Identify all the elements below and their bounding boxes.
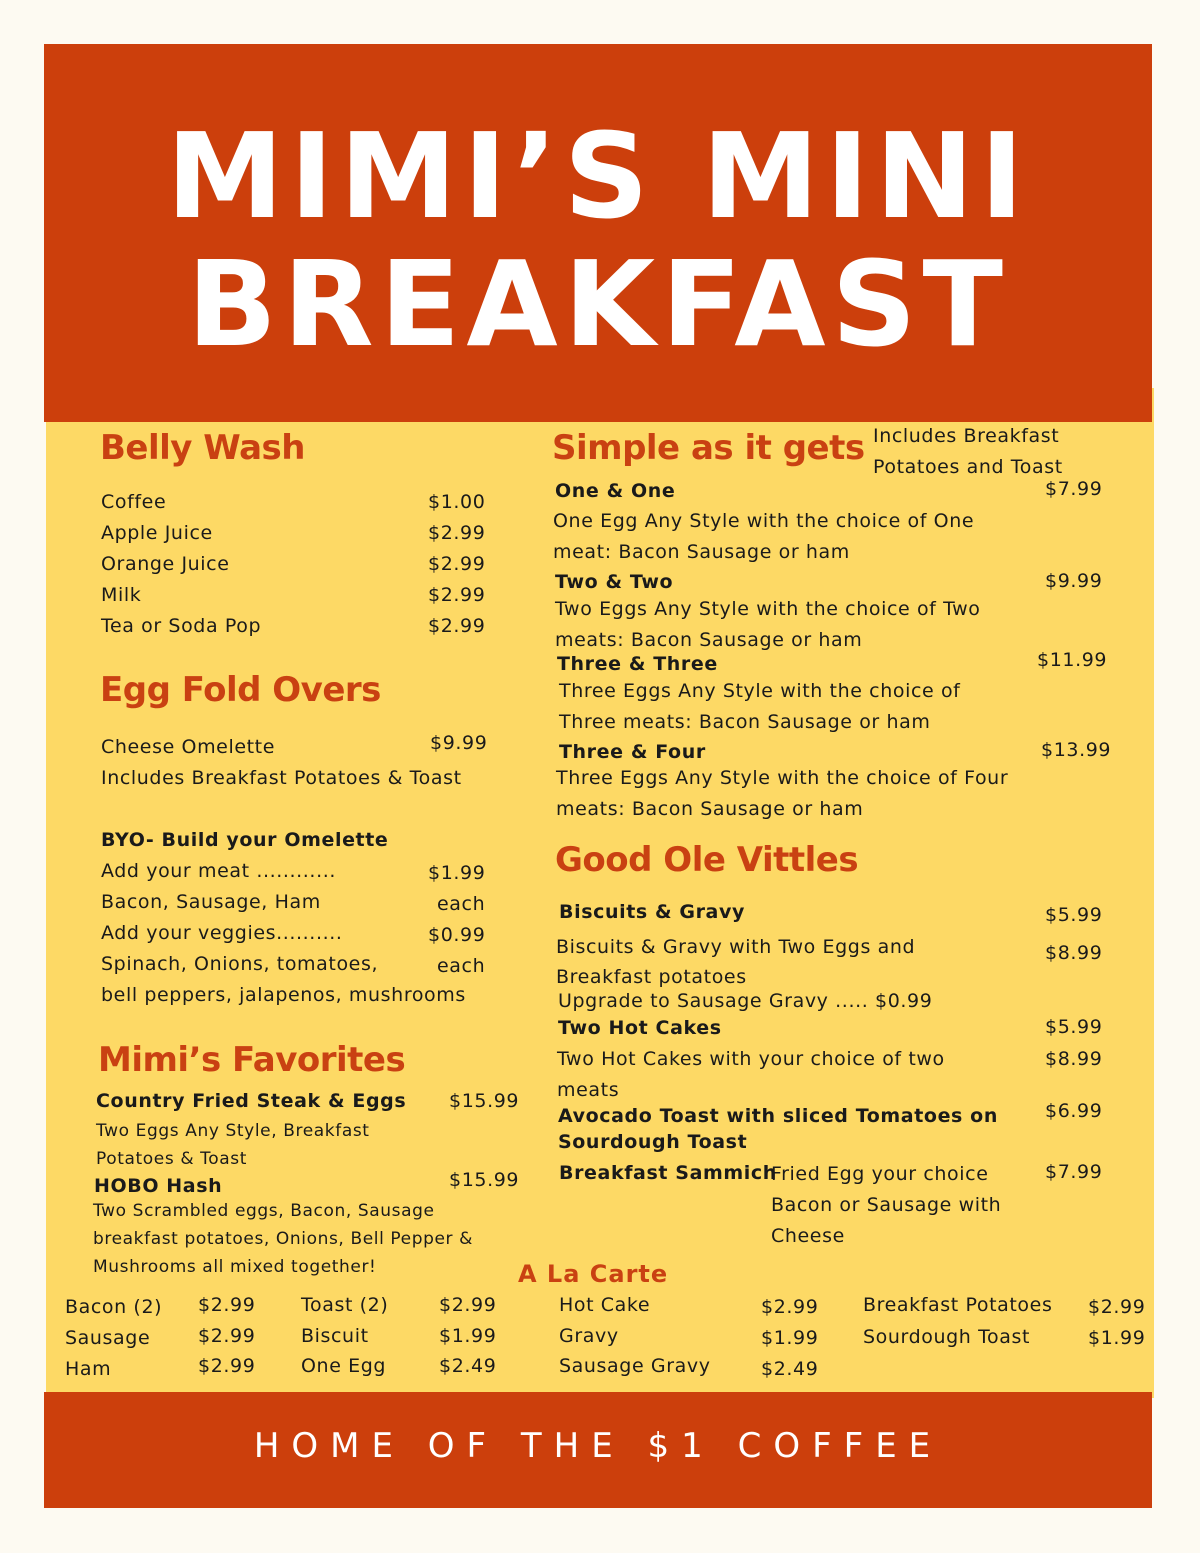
vittles-heading: Good Ole Vittles: [555, 840, 859, 880]
menu-item-price: $2.99: [428, 553, 486, 575]
veggie-options: Spinach, Onions, tomatoes,: [101, 953, 379, 975]
a-la-carte-item: Gravy: [559, 1325, 619, 1347]
three-and-three-desc: Three meats: Bacon Sausage or ham: [559, 711, 931, 733]
a-la-carte-price: $2.99: [198, 1355, 256, 1377]
menu-item-price: $1.00: [428, 491, 486, 513]
a-la-carte-item: Ham: [65, 1358, 112, 1380]
a-la-carte-item: Toast (2): [301, 1294, 389, 1316]
omelette-includes: Includes Breakfast Potatoes & Toast: [101, 767, 462, 789]
hot-cakes-price: $5.99: [1045, 1016, 1103, 1038]
a-la-carte-item: One Egg: [301, 1355, 387, 1377]
a-la-carte-item: Hot Cake: [559, 1294, 651, 1316]
simple-note: Includes Breakfast: [873, 425, 1060, 447]
one-and-one-price: $7.99: [1045, 478, 1103, 500]
menu-item-name: Apple Juice: [101, 522, 213, 544]
biscuits-gravy-price: $5.99: [1045, 904, 1103, 926]
menu-item-price: $2.99: [428, 522, 486, 544]
three-and-four-desc: meats: Bacon Sausage or ham: [556, 798, 864, 820]
a-la-carte-heading: A La Carte: [518, 1260, 669, 1288]
hobo-hash-price: $15.99: [449, 1169, 520, 1191]
a-la-carte-item: Breakfast Potatoes: [863, 1294, 1053, 1316]
three-and-four-desc: Three Eggs Any Style with the choice of Four: [556, 767, 1009, 789]
three-and-four-price: $13.99: [1041, 739, 1112, 761]
a-la-carte-price: $2.99: [198, 1325, 256, 1347]
a-la-carte-price: $2.99: [761, 1296, 819, 1318]
a-la-carte-price: $2.99: [1088, 1296, 1146, 1318]
title-line-1: MIMI’S MINI: [166, 107, 1030, 245]
meat-options: Bacon, Sausage, Ham: [101, 891, 321, 913]
one-and-one-desc: One Egg Any Style with the choice of One: [553, 510, 975, 532]
cheese-omelette-price: $9.99: [430, 732, 488, 754]
one-and-one-desc: meat: Bacon Sausage or ham: [553, 541, 850, 563]
menu-item-price: $2.99: [428, 615, 486, 637]
hot-cakes-meats-desc: Two Hot Cakes with your choice of two: [557, 1048, 945, 1070]
add-meat-text: Add your meat ............: [101, 860, 336, 882]
biscuits-gravy-name: Biscuits & Gravy: [559, 901, 745, 923]
a-la-carte-item: Sausage Gravy: [559, 1355, 711, 1377]
hot-cakes-name: Two Hot Cakes: [558, 1017, 722, 1039]
a-la-carte-item: Biscuit: [301, 1325, 369, 1347]
one-and-one-name: One & One: [555, 480, 676, 502]
three-and-three-name: Three & Three: [557, 653, 718, 675]
biscuits-gravy-eggs-price: $8.99: [1045, 942, 1103, 964]
a-la-carte-price: $2.49: [439, 1355, 497, 1377]
a-la-carte-price: $2.99: [439, 1294, 497, 1316]
menu-item-name: Coffee: [101, 491, 167, 513]
a-la-carte-item: Bacon (2): [65, 1296, 163, 1318]
two-and-two-name: Two & Two: [555, 571, 674, 593]
country-fried-steak-desc: Two Eggs Any Style, Breakfast: [96, 1121, 370, 1141]
hobo-hash-desc: breakfast potatoes, Onions, Bell Pepper &: [93, 1229, 474, 1249]
a-la-carte-price: $1.99: [439, 1325, 497, 1347]
veggie-options: bell peppers, jalapenos, mushrooms: [101, 984, 466, 1006]
footer-banner: [44, 1392, 1152, 1508]
egg-fold-overs-heading: Egg Fold Overs: [100, 670, 381, 710]
sausage-gravy-upgrade: Upgrade to Sausage Gravy ..... $0.99: [558, 990, 933, 1012]
three-and-three-desc: Three Eggs Any Style with the choice of: [559, 680, 961, 702]
avocado-toast-name: Sourdough Toast: [558, 1131, 748, 1153]
byo-heading: BYO- Build your Omelette: [101, 829, 389, 851]
two-and-two-desc: meats: Bacon Sausage or ham: [555, 629, 863, 651]
hobo-hash-desc: Mushrooms all mixed together!: [93, 1257, 377, 1277]
two-and-two-price: $9.99: [1045, 570, 1103, 592]
veggie-price: $0.99: [428, 924, 486, 946]
breakfast-sammich-price: $7.99: [1045, 1161, 1103, 1183]
a-la-carte-item: Sourdough Toast: [863, 1326, 1031, 1348]
favorites-heading: Mimi’s Favorites: [98, 1040, 406, 1080]
hot-cakes-meats-desc: meats: [557, 1079, 620, 1101]
cheese-omelette-name: Cheese Omelette: [101, 736, 276, 758]
hobo-hash-desc: Two Scrambled eggs, Bacon, Sausage: [93, 1201, 435, 1221]
breakfast-sammich-desc: Bacon or Sausage with: [771, 1194, 1002, 1216]
a-la-carte-price: $1.99: [1088, 1327, 1146, 1349]
three-and-four-name: Three & Four: [559, 741, 706, 763]
header-banner: [44, 44, 1152, 422]
footer-tagline: HOME OF THE $1 COFFEE: [253, 1426, 943, 1466]
veggie-each: each: [437, 955, 486, 977]
hobo-hash-name: HOBO Hash: [94, 1175, 223, 1197]
country-fried-steak-desc: Potatoes & Toast: [96, 1149, 248, 1169]
simple-heading: Simple as it gets: [552, 428, 865, 468]
three-and-three-price: $11.99: [1037, 649, 1108, 671]
menu-title: [44, 44, 1152, 373]
avocado-toast-name: Avocado Toast with sliced Tomatoes on: [558, 1105, 998, 1127]
a-la-carte-price: $2.99: [198, 1294, 256, 1316]
add-veggies-text: Add your veggies..........: [101, 922, 343, 944]
a-la-carte-price: $2.49: [761, 1358, 819, 1380]
two-and-two-desc: Two Eggs Any Style with the choice of Two: [555, 598, 981, 620]
hot-cakes-meats-price: $8.99: [1045, 1048, 1103, 1070]
meat-each: each: [437, 893, 486, 915]
simple-note: Potatoes and Toast: [873, 456, 1063, 478]
breakfast-sammich-desc: Cheese: [771, 1225, 845, 1247]
menu-item-name: Tea or Soda Pop: [101, 615, 262, 637]
breakfast-sammich-desc: Fried Egg your choice: [771, 1163, 989, 1185]
menu-item-name: Orange Juice: [101, 553, 230, 575]
belly-wash-heading: Belly Wash: [100, 428, 305, 468]
a-la-carte-item: Sausage: [65, 1327, 151, 1349]
avocado-toast-price: $6.99: [1045, 1100, 1103, 1122]
biscuits-gravy-eggs-desc: Biscuits & Gravy with Two Eggs and: [556, 936, 916, 958]
breakfast-sammich-name: Breakfast Sammich: [559, 1162, 777, 1184]
biscuits-gravy-eggs-desc: Breakfast potatoes: [556, 966, 747, 988]
country-fried-steak-price: $15.99: [449, 1090, 520, 1112]
menu-item-price: $2.99: [428, 584, 486, 606]
meat-price: $1.99: [428, 862, 486, 884]
country-fried-steak-name: Country Fried Steak & Eggs: [96, 1090, 407, 1112]
menu-item-name: Milk: [101, 584, 142, 606]
a-la-carte-price: $1.99: [761, 1327, 819, 1349]
title-line-2: BREAKFAST: [186, 235, 1010, 373]
